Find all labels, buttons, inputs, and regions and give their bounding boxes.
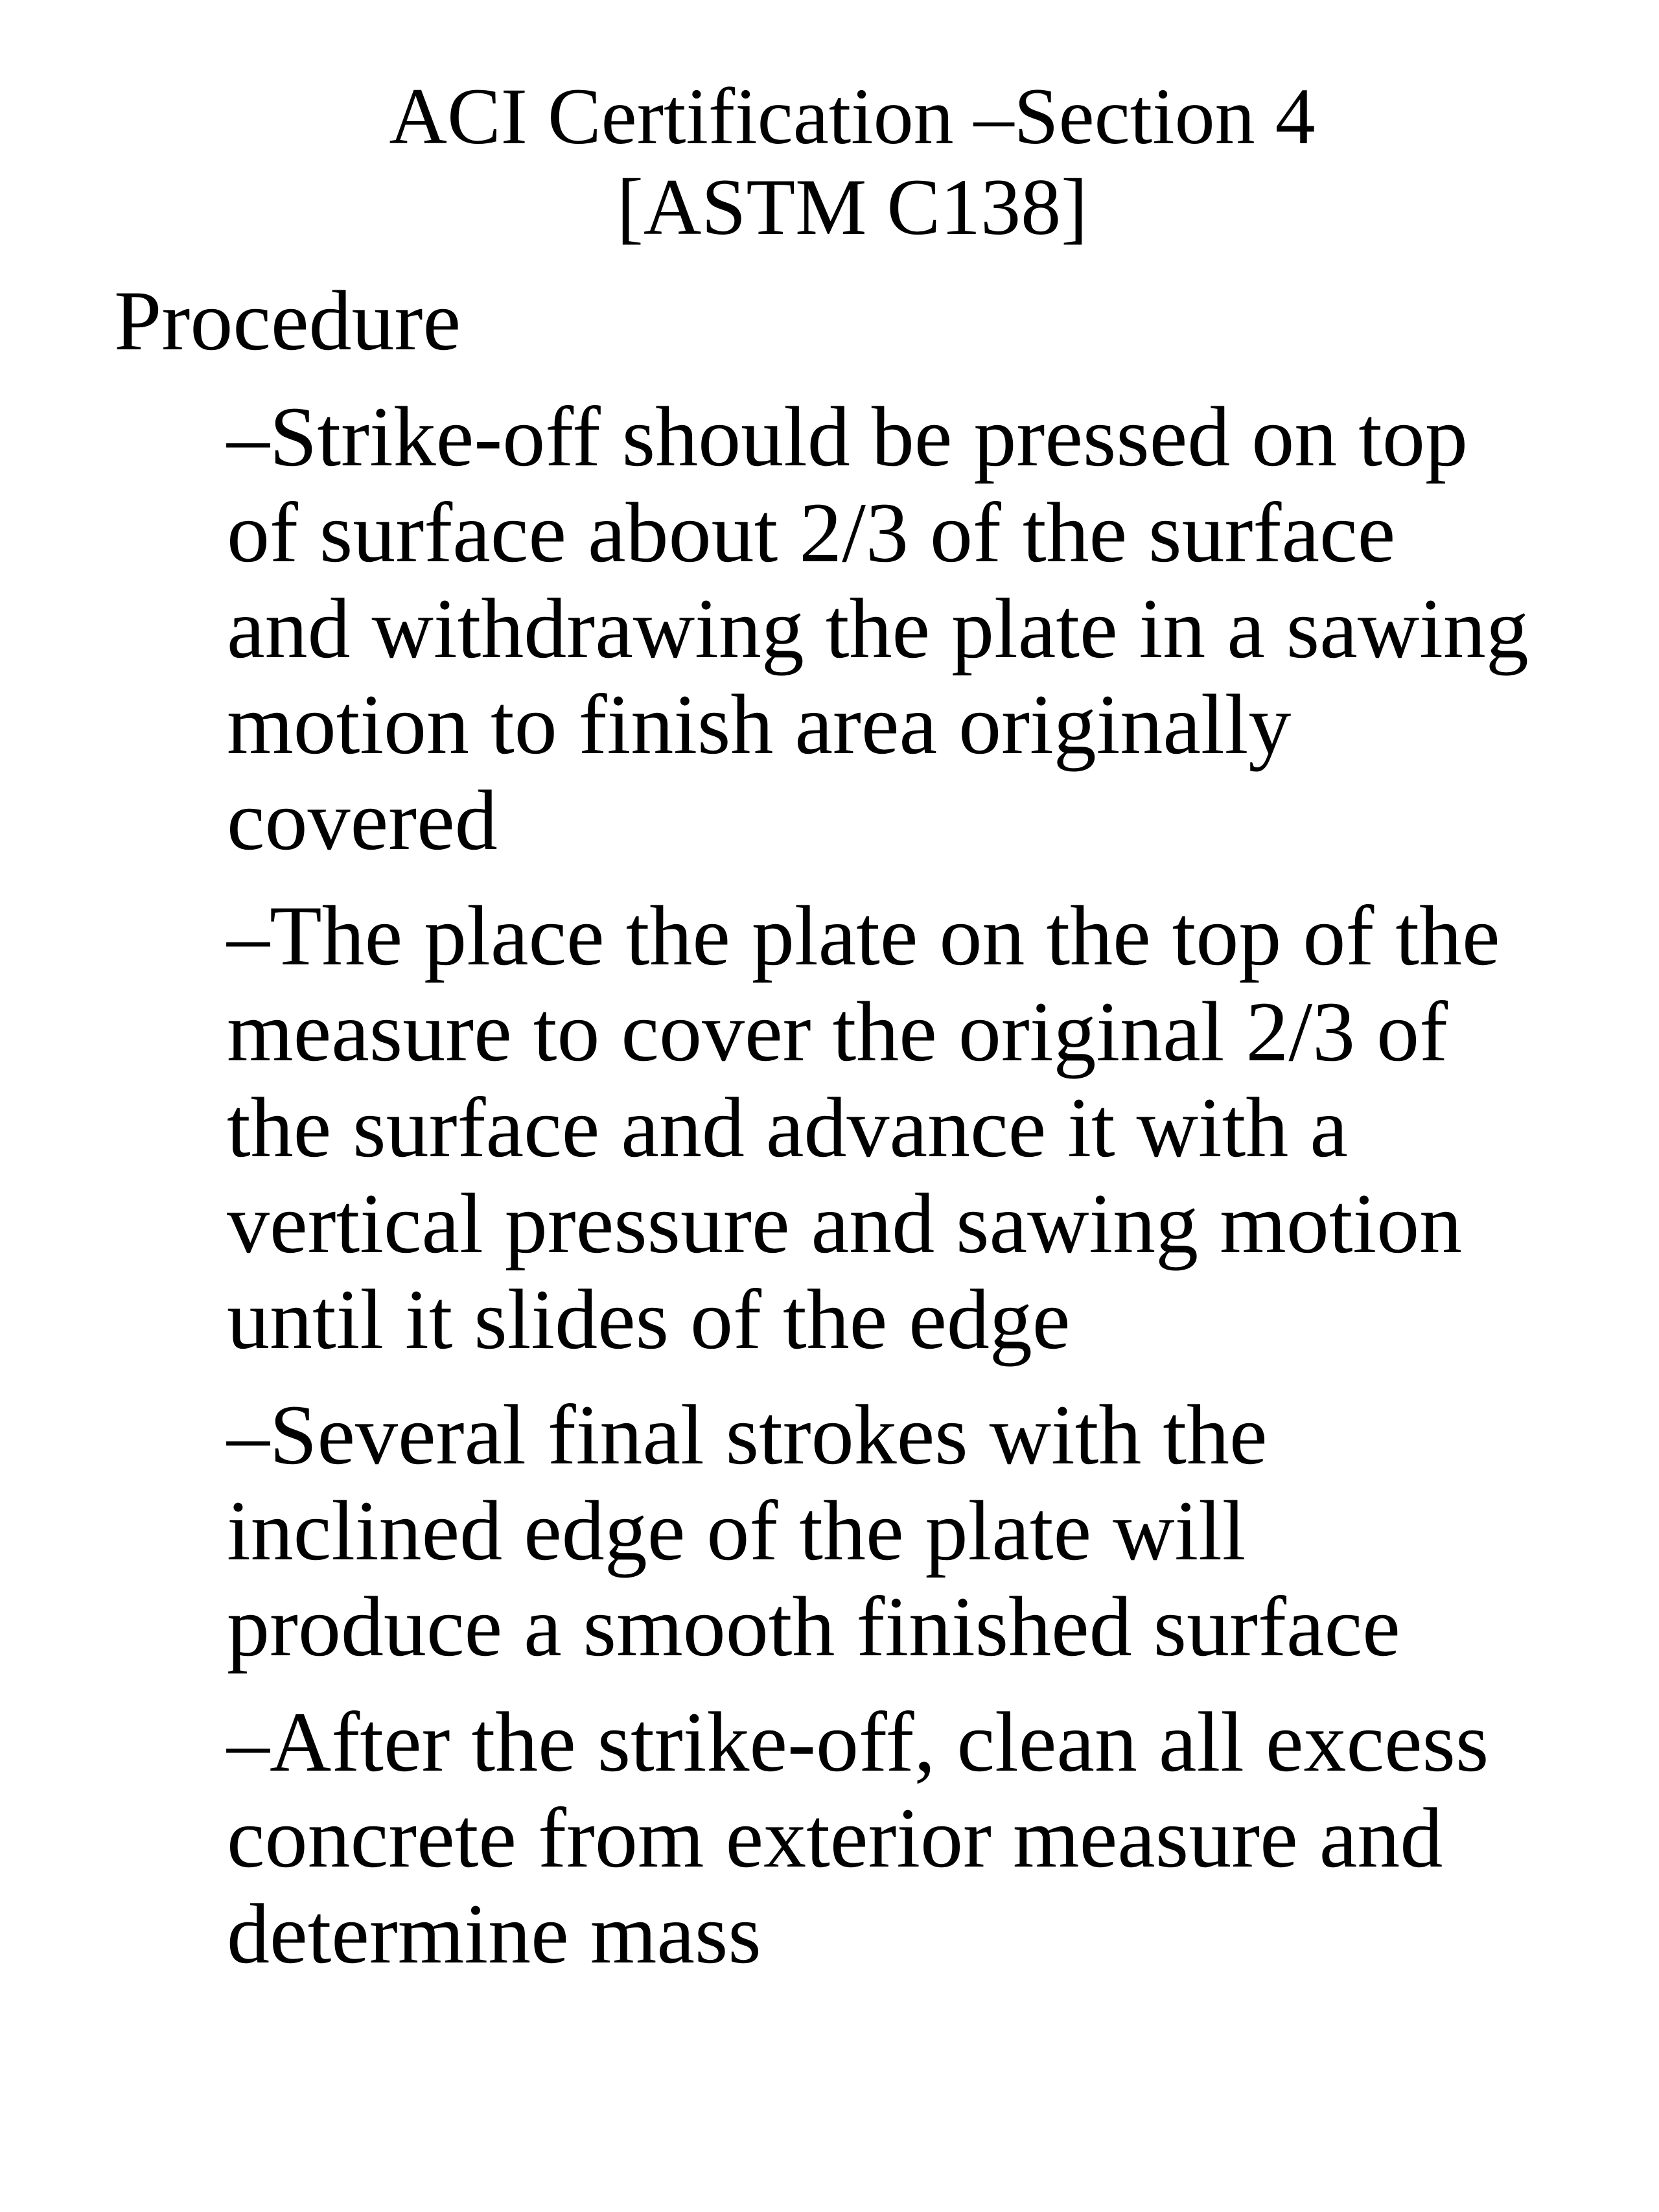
bullet-line: and withdrawing the plate in a sawing — [227, 581, 1529, 676]
bullet-line: the surface and advance it with a — [227, 1080, 1348, 1175]
bullet-line: of surface about 2/3 of the surface — [227, 485, 1396, 580]
bullet-line: motion to finish area originally — [227, 677, 1292, 772]
slide-title — [0, 71, 1659, 253]
title-line-1: ACI Certification –Section 4 — [389, 72, 1316, 161]
bullet-item — [227, 1694, 1620, 1982]
title-line-2: [ASTM C138] — [616, 163, 1088, 251]
bullet-line: inclined edge of the plate will — [227, 1483, 1246, 1578]
bullet-item — [227, 1387, 1620, 1675]
section-heading: Procedure — [114, 273, 461, 368]
bullet-line: –The place the plate on the top of the — [227, 888, 1500, 983]
bullet-line: concrete from exterior measure and — [227, 1790, 1443, 1885]
bullet-line: determine mass — [227, 1886, 761, 1981]
bullet-item — [227, 389, 1620, 868]
bullet-line: measure to cover the original 2/3 of — [227, 984, 1448, 1079]
bullet-list — [227, 389, 1620, 2001]
bullet-item — [227, 888, 1620, 1368]
bullet-line: vertical pressure and sawing motion — [227, 1176, 1463, 1271]
bullet-line: produce a smooth finished surface — [227, 1579, 1400, 1674]
bullet-line: until it slides of the edge — [227, 1272, 1071, 1367]
bullet-line: –After the strike-off, clean all excess — [227, 1694, 1489, 1789]
bullet-line: –Strike-off should be pressed on top — [227, 389, 1468, 484]
bullet-line: covered — [227, 773, 498, 868]
bullet-line: –Several final strokes with the — [227, 1387, 1268, 1482]
